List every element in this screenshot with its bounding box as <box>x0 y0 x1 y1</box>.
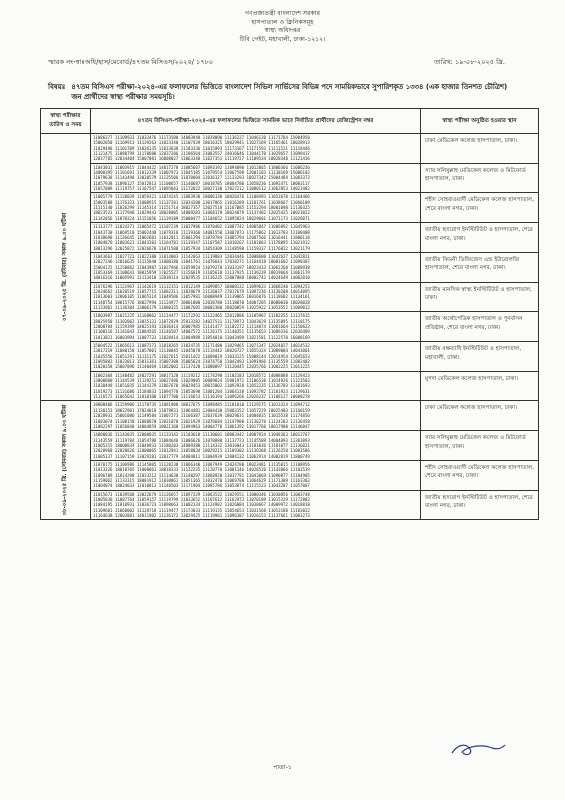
registration-line: 18025950 11102062 13015131 11072929 15013282 14027531 11178973 11043629 11135895 11110175 <box>93 318 310 324</box>
venue-cell: জাতীয় কিডনী ডিজিজেস এন্ড ইউরোলজি হাসপাতাল, শেরে বাংলা নগর, ঢাকা। <box>421 252 539 282</box>
registration-line: 12037785 12034404 15007081 16008027 11063348 11027351 11119727 11109534 18028348 11121436 <box>93 156 310 162</box>
registration-line: 11005215 18008834 11048933 11180203 14009388 11114332 13016043 11181036 11181077 11136021 <box>93 442 310 448</box>
registration-line: 15004522 11065612 11087173 11018265 11024735 11171480 11029465 11071347 12024827 14014532 <box>93 343 310 349</box>
registration-line: 11109681 11060002 11128718 11119477 11173033 11119135 11054653 11031568 11053188 11183022 <box>93 507 310 513</box>
registration-numbers-cell <box>91 371 421 401</box>
registration-numbers-cell <box>91 342 421 372</box>
registration-numbers-cell <box>91 431 421 461</box>
exam-date-cell <box>41 401 91 520</box>
registration-line: 11116572 11065642 11010100 11077708 11116653 11116194 11096266 12026237 11108127 18008278 <box>93 394 310 400</box>
registration-line: 11053169 11108643 18025959 17025527 11156619 11105618 11137925 11136239 18019664 11061179 <box>93 269 310 275</box>
registration-numbers-cell <box>91 460 421 490</box>
exam-date-cell <box>41 134 91 401</box>
registration-numbers-cell <box>91 312 421 342</box>
schedule-table <box>40 108 539 520</box>
table-row <box>41 134 539 164</box>
registration-line: 11005137 11107159 13029281 12017779 14004011 11004939 12004132 11062914 14002819 11800749 <box>93 453 310 459</box>
header-venue: স্বাস্থ্য পরীক্ষা অনুষ্ঠিত হওয়ার স্থান <box>421 109 539 134</box>
registration-line: 11084876 11083621 11043203 11164781 11139347 11107587 11010267 11101863 11178095 11021912 <box>93 240 310 246</box>
venue-cell: স্যার সলিমুল্লাহ মেডিকেল কলেজ ও মিটফোর্ড হাসপাতাল, ঢাকা। <box>421 163 539 193</box>
registration-line: 11115140 11026299 11145314 11151714 18027357 12027518 11167085 11152294 18001098 11130325 <box>93 205 310 211</box>
registration-line: 11002304 11140482 14027291 18017128 11119212 11174290 11102183 12018572 14008888 11129423 <box>93 372 310 378</box>
registration-line: 11148754 18015776 18027994 11124977 18001000 12038780 11118870 14007205 18000030 18028028 <box>93 299 310 305</box>
registration-line: 15003588 11176323 11008915 11137201 12034200 13017865 11016189 11181761 11038667 11060109 <box>93 199 310 205</box>
registration-line: 15004125 11150862 11043987 11027946 11059924 11079278 11033197 18023433 11062268 11088938 <box>93 264 310 270</box>
registration-line: 18008406 11159906 11170735 11081908 18017675 11098485 11181010 11129175 11013324 11094712 <box>93 402 310 408</box>
registration-line: 18013296 12025872 12026670 11071508 11057934 11054309 11148590 11159337 11176822 13021179 <box>93 245 310 251</box>
registration-line: 11043730 11069510 15002448 11079316 11119366 14001550 13007073 11175862 11013703 11100488 <box>93 229 310 235</box>
registration-line: 11013603 12006105 11065314 11049506 11057981 16008949 11139065 18016876 11118602 11134161 <box>93 294 310 300</box>
registration-line: 11086377 11109933 11033476 11173580 14003948 11028090 11136227 11046120 11171784 15004950 <box>93 135 310 140</box>
table-row <box>41 371 539 401</box>
registration-numbers-cell <box>91 193 421 223</box>
venue-cell: ঢাকা মেডিকেল কলেজ হাসপাতাল, ঢাকা। <box>421 134 539 164</box>
registration-line: 12020968 12028826 11800065 11012941 11058034 18029215 11109302 11136368 11126250 11003586 <box>93 448 310 454</box>
registration-line: 11004074 18024033 11010813 11140503 11171904 11085786 11053874 11115523 11043287 11057007 <box>93 483 310 489</box>
letterhead-address: টিবি গেইট, মহাখালী, ঢাকা-১২১২। <box>239 35 326 43</box>
letterhead-directorate: স্বাস্থ্য অধিদপ্তর <box>264 27 301 35</box>
registration-line: 18023521 11177940 11029443 18028005 14009283 11068178 18024079 11137482 12025425 18023022 <box>93 210 310 216</box>
table-row <box>41 342 539 372</box>
registration-line: 11035556 11051291 11131175 11027615 15011422 11009019 11033125 15008144 12014954 11045653 <box>93 353 310 359</box>
registration-line: 11095802 11023013 15011361 15007308 15005624 11074750 11042493 11091966 11135559 11082482 <box>93 359 310 365</box>
header-registration: ৪৭তম বিসিএস-পরীক্ষা-২০২৪-এর ফলাফলের ভিত্তিতে সাময়িক ভাবে নির্বাচিত প্রার্থীদের রেজিস্ট্রেশন নম্বর <box>91 109 421 134</box>
venue-cell: মুগদা মেডিকেল কলেজ হাসপাতাল, ঢাকা। <box>421 371 539 401</box>
registration-line: 11029490 11101709 11026135 11013638 11183336 11015993 11173167 11171593 11111521 11118446 <box>93 145 310 151</box>
exam-date-text: ০৭-০৯-২০২৫ খ্রি. (রবিবার) সকাল ৯.০০ ঘটিকা <box>61 213 68 322</box>
registration-line: 12034662 11020519 11057715 11082211 11028679 11126037 17017679 11097236 11130208 14014095 <box>93 288 310 294</box>
registration-line: 11015673 11039568 13022679 11126657 11097329 11063532 11029551 11080346 11030856 11003748 <box>93 491 310 497</box>
venue-cell: স্যার সলিমুল্লাহ মেডিকেল কলেজ ও মিটফোর্ড হাসপাতাল, ঢাকা। <box>421 431 539 461</box>
registration-line: 11030449 11051035 11144179 11067670 18029453 18015002 11092920 11052235 11136703 11101693 <box>93 383 310 389</box>
registration-line: 11096709 11014290 11033212 11114638 11140297 11068920 11017791 11043069 11090877 11104905 <box>93 472 310 478</box>
registration-line: 11133962 11136384 13006179 11080325 11087605 18002380 18020059 11025922 11053552 11009012 <box>93 304 310 310</box>
memo-reference: স্মারক নং-স্বাঃঅধি/হাস/মেবোর্ড/৪৭তম বিসিএস/২০২৫/ ১৭৮০ <box>48 58 214 66</box>
registration-numbers-cell <box>91 401 421 431</box>
registration-line: 12028931 15001086 11149584 11007273 11166387 12037639 18029631 14004035 11015538 11174850 <box>93 413 310 419</box>
registration-line: 11005830 11087764 11059157 11119799 11033652 11107612 11162973 11070109 11015329 11172883 <box>93 496 310 502</box>
table-row <box>41 490 539 520</box>
table-row <box>41 460 539 490</box>
registration-line: 11159062 11133315 18001912 11030861 11051365 11032470 11069708 11064629 11171309 11163303 <box>93 477 310 483</box>
table-body <box>41 134 539 520</box>
venue-cell: ঢাকা মেডিকেল কলেজ হাসপাতাল, ঢাকা। <box>421 401 539 431</box>
table-row <box>41 431 539 461</box>
registration-line: 11076296 11121967 11142619 11132153 11012149 11099857 18008132 11099633 11068240 11094253 <box>93 283 310 289</box>
registration-line: 14008036 11143035 12800035 11133142 11103618 11130601 18003442 14007924 11048363 18012767 <box>93 432 310 438</box>
registration-line: 11013326 18018705 11008061 18018333 11122235 11120770 11001146 14028520 11143066 11101539 <box>93 467 310 473</box>
page-number: পাতা-১ <box>273 764 292 771</box>
registration-numbers-cell <box>91 163 421 193</box>
registration-line: 11043031 11003915 11044422 14017278 11085607 11093192 11094890 11012065 11800366 11086236 <box>93 164 310 170</box>
registration-numbers-cell <box>91 134 421 164</box>
registration-line: 11082297 11056840 14004859 18021160 11094963 14004778 11061392 13017760 18017980 11146047 <box>93 423 310 429</box>
subject-line <box>48 82 509 102</box>
registration-line: 12000784 11159399 14025193 11036414 16007985 11141477 11102272 11114074 11081664 11150622 <box>93 324 310 329</box>
table-header-row <box>41 109 539 134</box>
registration-numbers-cell <box>91 490 421 520</box>
registration-numbers-cell <box>91 282 421 312</box>
registration-line: 11143559 11119784 11054788 11084646 11006626 11070880 11137723 11145509 14004093 11303093 <box>93 437 310 443</box>
table-row <box>41 193 539 223</box>
registration-line: 11057938 11096127 15012813 11100657 11140687 18018785 18004780 11058236 11092471 18003117 <box>93 180 310 186</box>
registration-line: 11070175 11106986 11145805 11128238 11066340 11087949 12024700 18023481 11135015 11108956 <box>93 461 310 467</box>
table-row <box>41 312 539 342</box>
table-row <box>41 252 539 282</box>
registration-line: 15002050 11169913 11139263 11023340 11107439 18016325 18029941 11027169 11165461 18028913 <box>93 140 310 146</box>
table-row <box>41 282 539 312</box>
registration-line: 13017219 11080158 11057001 11130845 11045078 11114442 18026727 11055324 11009084 14041001 <box>93 348 310 354</box>
registration-line: 11043663 11027723 11022380 11014003 11142663 11119883 12034446 12008600 11042627 11042821 <box>93 253 310 259</box>
venue-cell: শহীদ সোহরাওয়ার্দী মেডিকেল কলেজ হাসপাতাল, শেরে বাংলা নগর, ঢাকা। <box>421 460 539 490</box>
registration-line: 11121475 11088799 11178608 12037206 11106564 11083557 14016646 11044170 11029657 11099417 <box>93 151 310 157</box>
venue-cell: জাতীয় অর্থোপেডিক হাসপাতাল ও পুনর্বাসন প্রতিষ্ঠান, শেরে বাংলা নগর, ঢাকা। <box>421 312 539 342</box>
registration-line: 11083074 11108158 11060870 12031078 11021929 11076684 11147980 11136270 11124183 11136458 <box>93 418 310 424</box>
registration-line: 11113777 11024271 11065472 11107239 11037986 11070482 11087742 14005847 11086892 11045963 <box>93 224 310 230</box>
registration-line: 11003987 11021225 11168862 11114477 11172291 11122465 12012886 11105987 11182255 11137615 <box>93 313 310 319</box>
venue-cell: জাতীয় হৃদরোগ ইনস্টিটিউট ও হাসপাতাল, শেরে বাংলা নগর, ঢাকা। <box>421 223 539 253</box>
venue-cell: জাতীয় হৃদরোগ ইনস্টিটিউট ও হাসপাতাল, শেরে বাংলা নগর, ঢাকা। <box>421 490 539 520</box>
letterhead-dept: হাসপাতাল ও ক্লিনিকসমূহ <box>251 18 314 26</box>
registration-line: 11108116 11141043 11084565 11146507 14007572 11126175 11148351 11135653 11089336 12036489 <box>93 329 310 335</box>
subject-label: বিষয়ঃ <box>48 83 66 91</box>
letterhead <box>0 10 565 44</box>
registration-line: 11038690 11136645 11002601 11012011 15001294 11079784 11005794 12007566 11016441 11800118 <box>93 234 310 240</box>
venue-cell: শহীদ সোহরাওয়ার্দী মেডিকেল কলেজ হাসপাতাল, শেরে বাংলা নগর, ঢাকা। <box>421 193 539 223</box>
signature <box>448 738 508 760</box>
header-date-time: স্বাস্থ্য পরীক্ষার তারিখ ও সময় <box>41 109 91 134</box>
registration-line: 13000800 11144539 11139251 18027486 11029005 18009824 15001971 11106538 11014926 11123503 <box>93 378 310 384</box>
registration-line: 11079638 11143490 13020579 11135506 11070004 12016127 11133293 18027342 15004484 11083372 <box>93 175 310 181</box>
memo-line <box>48 56 505 68</box>
memo-date: তারিখ: ১৯-০৮-২০২৫ খ্রি. <box>433 58 505 66</box>
registration-line: 11013821 16003994 11007723 11028414 12004989 11054010 11043499 11021581 11122570 16008169 <box>93 334 310 340</box>
registration-line: 11005779 11128039 11059321 11074245 11083938 18006138 18026476 11108493 11052670 11164466 <box>93 194 310 200</box>
registration-line: 11130153 18022901 17024018 11079831 11064481 12004430 15003152 11057229 18025403 11168159 <box>93 407 310 413</box>
registration-line: 11019273 11131686 11184833 11094770 11053690 11081284 11064138 11092782 11181923 11139631 <box>93 388 310 394</box>
table-row <box>41 163 539 193</box>
registration-numbers-cell <box>91 252 421 282</box>
registration-line: 12027246 12016635 11115040 11800186 11041761 11076643 17018271 11164418 18001602 11099387 <box>93 259 310 265</box>
registration-line: 11142056 11070324 11151056 11139189 15000477 11104652 11095824 18029601 11071173 11026071 <box>93 215 310 221</box>
registration-line: 18016316 11005991 11113410 12038114 12029535 11136235 12007888 18002742 14024649 14002010 <box>93 275 310 281</box>
registration-line: 11057089 11119757 11167547 11095043 11172022 18027130 17027212 11080112 11062853 14023482 <box>93 186 310 192</box>
registration-line: 11020358 15007096 11140469 11062002 11137428 11080897 11120445 12035766 11002225 11011225 <box>93 364 310 370</box>
table-row <box>41 401 539 431</box>
registration-line: 11084195 11010931 11036723 11098663 11002134 11124982 11026084 11030667 14009972 14018818 <box>93 502 310 508</box>
subject-text: ৪৭তম বিসিএস পরীক্ষা-২০২৪-এর ফলাফলের ভিত্তিতে বাংলাদেশ সিভিল সার্ভিসের বিভিন্ন পদে সাময়িকভাবে সুপারিশকৃত ১৩৩৪ (এক হাজার তিনশত চৌত্রিশ) জন প্রার্থীদের স্বাস্থ্য পরীক্ষার সময়সূচি। <box>71 83 508 101</box>
registration-line: 14000395 11101691 11012339 11007973 11045185 11079554 11067598 12001183 11138169 15006102 <box>93 170 310 176</box>
table-row <box>41 223 539 253</box>
registration-numbers-cell <box>91 223 421 253</box>
exam-date-text: ০৮-০৯-২০২৫ খ্রি. (সোমবার) সকাল ৯.০০ ঘটিকা <box>61 404 68 516</box>
venue-cell: জাতীয় মানসিক স্বাস্থ্য ইনস্টিটিউট ও হাসপাতাল, ঢাকা। <box>421 282 539 312</box>
registration-line: 11164638 12003881 14011902 11136172 13029425 11119981 11096387 11026153 11137661 11003273 <box>93 513 310 518</box>
letterhead-govt: গণপ্রজাতন্ত্রী বাংলাদেশ সরকার <box>244 10 321 17</box>
venue-cell: জাতীয় বক্ষব্যাধি ইনস্টিটিউট ও হাসপাতাল, মহাখালী, ঢাকা। <box>421 342 539 372</box>
